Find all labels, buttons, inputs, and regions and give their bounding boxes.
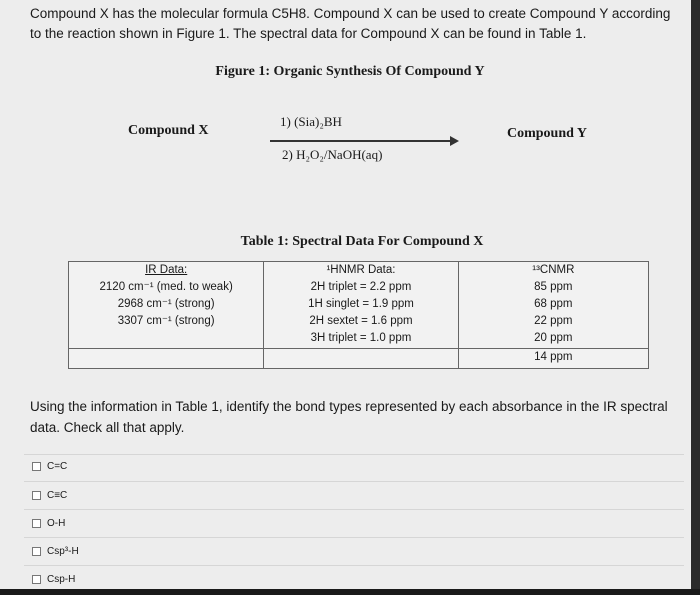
intro-line-1: Compound X has the molecular formula C5H8. Compound X can be used to create Compound Y according [30, 6, 671, 21]
option-csp-h[interactable] [32, 574, 75, 585]
reagent-step-1: 1) (Sia)₂BH [280, 114, 342, 129]
hnmr-row: 2H triplet = 2.2 ppm [310, 281, 412, 293]
divider [24, 537, 684, 538]
hnmr-header: ¹HNMR Data: [326, 264, 396, 276]
checkbox[interactable] [32, 519, 41, 528]
question-prompt [30, 396, 690, 438]
hnmr-data-cell [264, 262, 458, 349]
option-label: C=C [47, 461, 68, 472]
divider [24, 509, 684, 510]
checkbox[interactable] [32, 547, 41, 556]
empty-cell [264, 349, 458, 369]
option-c-double-c[interactable] [32, 461, 67, 472]
product-label: Compound Y [507, 126, 588, 141]
divider [24, 454, 684, 455]
cnmr-data-cell [458, 262, 648, 349]
cnmr-row: 68 ppm [534, 298, 573, 310]
cnmr-row: 22 ppm [534, 315, 573, 327]
spectral-data-table [68, 261, 649, 369]
hnmr-row: 1H singlet = 1.9 ppm [308, 298, 414, 310]
empty-cell [69, 349, 264, 369]
checkbox[interactable] [32, 462, 41, 471]
divider [24, 481, 684, 482]
window-edge [691, 0, 700, 595]
option-csp3-h[interactable] [32, 546, 79, 557]
bottom-edge [0, 589, 700, 595]
hnmr-row: 2H sextet = 1.6 ppm [309, 315, 413, 327]
figure-title: Figure 1: Organic Synthesis Of Compound Y [215, 64, 485, 79]
cnmr-row: 85 ppm [534, 281, 573, 293]
table-title: Table 1: Spectral Data For Compound X [240, 234, 484, 249]
cnmr-extra-cell [458, 349, 648, 369]
checkbox[interactable] [32, 575, 41, 584]
ir-row: 2968 cm⁻¹ (strong) [117, 298, 215, 310]
cnmr-row: 20 ppm [534, 332, 573, 344]
divider [24, 565, 684, 566]
reaction-arrow [270, 140, 452, 142]
option-label: O-H [47, 518, 66, 529]
table-row [69, 349, 649, 369]
ir-header: IR Data: [145, 264, 188, 276]
checkbox[interactable] [32, 491, 41, 500]
ir-data-cell [69, 262, 264, 349]
reactant-label: Compound X [128, 123, 209, 138]
option-label: Csp-H [47, 574, 76, 585]
cnmr-row: 14 ppm [534, 351, 573, 363]
reagent-step-2: 2) H₂O₂/NaOH(aq) [282, 147, 383, 162]
option-label: Csp³-H [47, 546, 79, 557]
ir-row: 2120 cm⁻¹ (med. to weak) [99, 281, 233, 293]
prompt-line-2: data. Check all that apply. [30, 420, 185, 435]
question-intro [30, 4, 690, 44]
reaction-arrow-head [450, 136, 459, 146]
prompt-line-1: Using the information in Table 1, identify the bond types represented by each absorbance in the IR spectral [30, 399, 668, 414]
option-label: C≡C [47, 490, 68, 501]
table-row [69, 262, 649, 349]
hnmr-row: 3H triplet = 1.0 ppm [310, 332, 412, 344]
option-o-h[interactable] [32, 518, 65, 529]
cnmr-header: ¹³CNMR [532, 264, 575, 276]
ir-row: 3307 cm⁻¹ (strong) [117, 315, 215, 327]
option-c-triple-c[interactable] [32, 490, 67, 501]
intro-line-2: to the reaction shown in Figure 1. The spectral data for Compound X can be found in Table 1. [30, 26, 587, 41]
